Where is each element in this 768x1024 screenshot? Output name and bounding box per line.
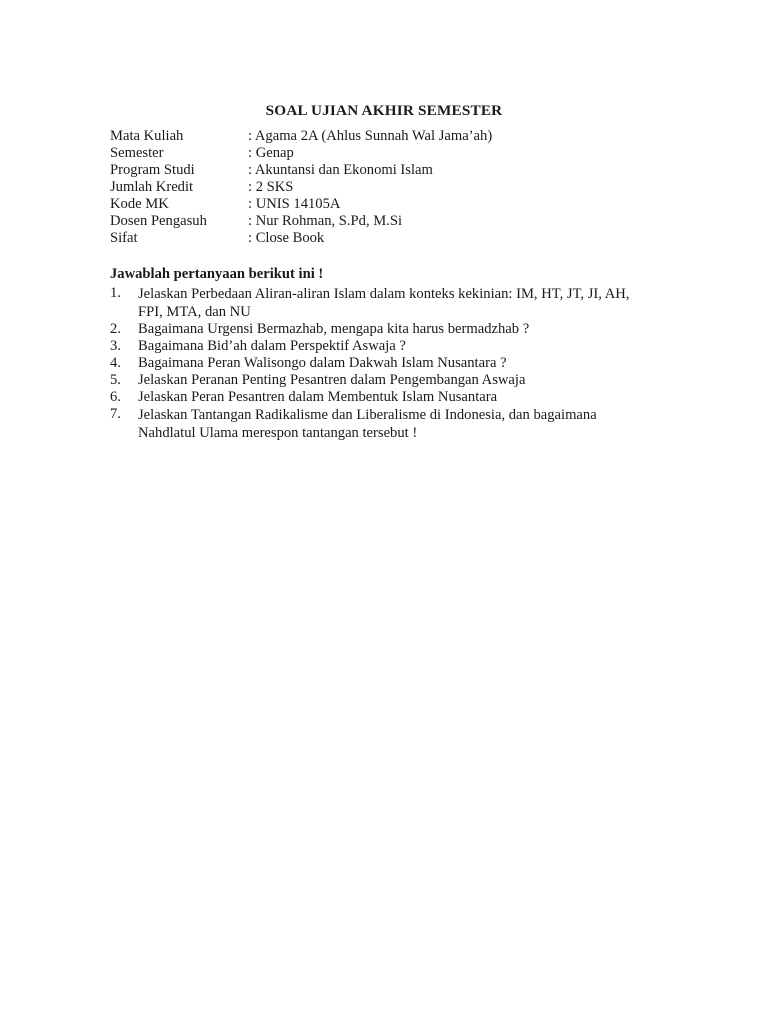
document-title: SOAL UJIAN AKHIR SEMESTER: [265, 102, 503, 119]
question-text: Bagaimana Bid’ah dalam Perspektif Aswaja ?: [138, 338, 406, 354]
question-item: [110, 338, 645, 355]
info-value: : Akuntansi dan Ekonomi Islam: [248, 162, 433, 178]
question-text: Jelaskan Peran Pesantren dalam Membentuk Islam Nusantara: [138, 389, 498, 405]
info-label: Mata Kuliah: [110, 128, 184, 144]
question-list: [110, 285, 645, 442]
info-label: Program Studi: [110, 162, 195, 178]
question-item: [110, 406, 645, 442]
question-number: 3.: [110, 338, 121, 354]
question-text: Bagaimana Urgensi Bermazhab, mengapa kita harus bermadzhab ?: [138, 321, 530, 337]
info-row-jumlah-kredit: [110, 179, 670, 196]
question-text: Bagaimana Peran Walisongo dalam Dakwah Islam Nusantara ?: [138, 355, 507, 371]
course-info-table: [110, 128, 670, 247]
info-value: : UNIS 14105A: [248, 196, 341, 212]
question-number: 7.: [110, 406, 121, 422]
info-value: : Nur Rohman, S.Pd, M.Si: [248, 213, 403, 229]
question-item: [110, 355, 645, 372]
info-label: Sifat: [110, 230, 138, 246]
info-label: Semester: [110, 145, 164, 161]
question-text: Jelaskan Peranan Penting Pesantren dalam Pengembangan Aswaja: [138, 372, 526, 388]
info-label: Kode MK: [110, 196, 169, 212]
question-text: Jelaskan Perbedaan Aliran-aliran Islam dalam konteks kekinian: IM, HT, JT, JI, AH, FPI, MTA, dan NU: [138, 286, 630, 320]
question-number: 6.: [110, 389, 121, 405]
question-item: [110, 321, 645, 338]
info-value: : 2 SKS: [248, 179, 294, 195]
info-row-mata-kuliah: [110, 128, 670, 145]
info-label: Dosen Pengasuh: [110, 213, 207, 229]
question-text: Jelaskan Tantangan Radikalisme dan Liberalisme di Indonesia, dan bagaimana Nahdlatul Ulama merespon tantangan tersebut !: [138, 407, 597, 441]
question-item: [110, 372, 645, 389]
question-number: 2.: [110, 321, 121, 337]
question-item: [110, 285, 645, 321]
question-number: 5.: [110, 372, 121, 388]
question-number: 4.: [110, 355, 121, 371]
info-label: Jumlah Kredit: [110, 179, 194, 195]
info-row-dosen-pengasuh: [110, 213, 670, 230]
info-value: : Genap: [248, 145, 294, 161]
question-number: 1.: [110, 285, 121, 301]
info-row-sifat: [110, 230, 670, 247]
info-value: : Close Book: [248, 230, 325, 246]
instruction-heading: Jawablah pertanyaan berikut ini !: [110, 266, 324, 282]
info-value: : Agama 2A (Ahlus Sunnah Wal Jama’ah): [248, 128, 493, 144]
info-row-semester: [110, 145, 670, 162]
question-item: [110, 389, 645, 406]
info-row-kode-mk: [110, 196, 670, 213]
info-row-program-studi: [110, 162, 670, 179]
